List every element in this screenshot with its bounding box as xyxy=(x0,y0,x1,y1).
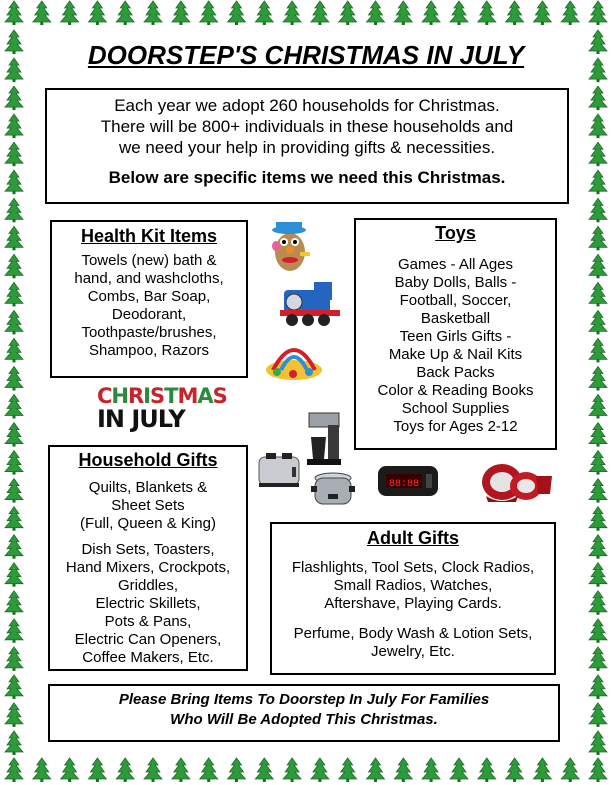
tree-icon xyxy=(589,619,607,643)
tree-icon xyxy=(33,1,51,25)
tree-icon xyxy=(5,423,23,447)
toys-item: Toys for Ages 2-12 xyxy=(393,418,518,435)
intro-box xyxy=(45,88,569,204)
tree-icon xyxy=(5,731,23,755)
intro-line: Each year we adopt 260 households for Christmas. xyxy=(114,96,500,115)
tree-icon xyxy=(589,114,607,138)
tree-icon xyxy=(5,338,23,362)
tree-icon xyxy=(5,451,23,475)
tree-icon xyxy=(589,507,607,531)
tree-icon xyxy=(589,226,607,250)
health-kit-item: Shampoo, Razors xyxy=(88,342,210,359)
household-item: Pots & Pans, xyxy=(104,613,192,630)
household-item: Electric Can Openers, xyxy=(74,631,222,648)
tree-icon xyxy=(5,395,23,419)
tree-icon xyxy=(116,1,134,25)
tree-icon xyxy=(478,1,496,25)
tree-icon xyxy=(200,1,218,25)
tree-icon xyxy=(5,114,23,138)
tree-icon xyxy=(5,282,23,306)
toys-item: Back Packs xyxy=(416,364,495,381)
toys-box xyxy=(354,218,557,450)
toys-item: Games - All Ages xyxy=(397,256,514,273)
tree-icon xyxy=(589,1,607,25)
tree-icon xyxy=(5,310,23,334)
tree-icon xyxy=(422,1,440,25)
tree-icon xyxy=(589,282,607,306)
tree-icon xyxy=(589,703,607,727)
tree-icon xyxy=(478,758,496,782)
household-item: Hand Mixers, Crockpots, xyxy=(65,559,231,576)
toys-item: Football, Soccer, xyxy=(399,292,512,309)
tree-icon xyxy=(255,758,273,782)
adult-item: Perfume, Body Wash & Lotion Sets, xyxy=(293,625,533,642)
tree-icon xyxy=(311,758,329,782)
toys-item: School Supplies xyxy=(401,400,510,417)
health-kit-heading: Health Kit Items xyxy=(80,226,218,246)
logo-letter: A xyxy=(197,384,213,408)
household-item: Dish Sets, Toasters, xyxy=(81,541,215,558)
logo-letter: M xyxy=(177,384,198,408)
tree-icon xyxy=(589,198,607,222)
tree-icon xyxy=(88,1,106,25)
tree-icon xyxy=(533,1,551,25)
tree-icon xyxy=(5,198,23,222)
tree-icon xyxy=(589,86,607,110)
tree-icon xyxy=(5,170,23,194)
tree-icon xyxy=(339,1,357,25)
toaster-image xyxy=(256,449,302,491)
clock-radio-image xyxy=(376,462,440,500)
tree-icon xyxy=(228,1,246,25)
health-kit-item: hand, and washcloths, xyxy=(74,270,224,287)
tree-icon xyxy=(589,758,607,782)
intro-line: There will be 800+ individuals in these households and xyxy=(100,117,514,136)
tree-icon xyxy=(561,758,579,782)
tree-icon xyxy=(506,758,524,782)
tree-icon xyxy=(5,703,23,727)
household-item: Sheet Sets xyxy=(111,497,185,514)
tree-icon xyxy=(394,758,412,782)
tree-icon xyxy=(339,758,357,782)
tree-icon xyxy=(450,1,468,25)
toys-item: Teen Girls Gifts - xyxy=(399,328,512,345)
tree-icon xyxy=(506,1,524,25)
tree-icon xyxy=(589,731,607,755)
health-kit-box xyxy=(50,220,248,378)
svg-text:88:88: 88:88 xyxy=(388,479,420,490)
tree-icon xyxy=(228,758,246,782)
tree-icon xyxy=(5,226,23,250)
closing-line: Please Bring Items To Doorstep In July For Families xyxy=(118,691,490,708)
logo-line-in-july: IN JULY xyxy=(97,405,185,433)
tree-icon xyxy=(5,647,23,671)
intro-line: we need your help in providing gifts & necessities. xyxy=(118,138,496,157)
logo-letter: I xyxy=(143,384,150,408)
crockpot-image xyxy=(308,468,358,512)
adult-item: Flashlights, Tool Sets, Clock Radios, xyxy=(291,559,535,576)
tree-icon xyxy=(5,142,23,166)
tree-icon xyxy=(589,58,607,82)
household-item: Electric Skillets, xyxy=(95,595,201,612)
adult-heading: Adult Gifts xyxy=(367,528,459,548)
adult-item: Jewelry, Etc. xyxy=(371,643,455,660)
tree-icon xyxy=(589,170,607,194)
tree-icon xyxy=(589,338,607,362)
adult-gifts-box xyxy=(270,522,556,675)
tree-icon xyxy=(589,563,607,587)
tree-icon xyxy=(172,758,190,782)
tree-icon xyxy=(283,1,301,25)
potato-head-toy-image xyxy=(262,218,320,273)
tree-icon xyxy=(589,675,607,699)
adult-item: Small Radios, Watches, xyxy=(333,577,493,594)
tree-icon xyxy=(61,758,79,782)
household-item: (Full, Queen & King) xyxy=(80,515,216,532)
tree-icon xyxy=(172,1,190,25)
page-title: DOORSTEP'S CHRISTMAS IN JULY xyxy=(87,40,525,70)
closing-line: Who Will Be Adopted This Christmas. xyxy=(170,711,438,728)
household-gifts-box xyxy=(48,445,248,671)
tree-icon xyxy=(422,758,440,782)
tree-icon xyxy=(589,591,607,615)
tree-icon xyxy=(367,758,385,782)
tree-icon xyxy=(5,1,23,25)
tree-icon xyxy=(450,758,468,782)
logo-line-christmas xyxy=(97,384,227,408)
household-item: Quilts, Blankets & xyxy=(88,479,208,496)
tree-icon xyxy=(5,367,23,391)
tree-icon xyxy=(5,563,23,587)
tree-icon xyxy=(589,535,607,559)
tree-icon xyxy=(589,310,607,334)
health-kit-item: Combs, Bar Soap, xyxy=(87,288,211,305)
toys-item: Baby Dolls, Balls - xyxy=(394,274,517,291)
tree-icon xyxy=(5,675,23,699)
tree-icon xyxy=(589,395,607,419)
tree-icon xyxy=(589,142,607,166)
toys-item: Make Up & Nail Kits xyxy=(388,346,523,363)
tree-icon xyxy=(394,1,412,25)
logo-letter: C xyxy=(97,384,112,408)
tree-icon xyxy=(5,535,23,559)
tree-icon xyxy=(144,758,162,782)
tree-icon xyxy=(589,367,607,391)
tree-icon xyxy=(5,86,23,110)
logo-letter: H xyxy=(111,384,128,408)
tree-icon xyxy=(589,647,607,671)
toy-train-image xyxy=(278,280,344,328)
tree-icon xyxy=(589,479,607,503)
tree-icon xyxy=(589,30,607,54)
logo-letter: T xyxy=(164,384,178,408)
intro-emphasis: Below are specific items we need this Christmas. xyxy=(108,168,506,187)
tree-icon xyxy=(61,1,79,25)
coffee-maker-image xyxy=(304,411,344,467)
dish-set-image xyxy=(478,456,556,506)
tree-icon xyxy=(144,1,162,25)
logo-letter: S xyxy=(150,384,165,408)
tree-icon xyxy=(589,254,607,278)
tree-icon xyxy=(200,758,218,782)
health-kit-item: Towels (new) bath & xyxy=(81,252,217,269)
tree-icon xyxy=(311,1,329,25)
household-item: Coffee Makers, Etc. xyxy=(82,649,214,666)
tree-icon xyxy=(5,619,23,643)
tree-icon xyxy=(5,58,23,82)
tree-icon xyxy=(5,479,23,503)
health-kit-item: Deodorant, xyxy=(111,306,187,323)
tree-icon xyxy=(283,758,301,782)
logo-letter: S xyxy=(212,384,227,408)
activity-toy-image xyxy=(263,336,325,382)
tree-icon xyxy=(5,591,23,615)
toys-item: Basketball xyxy=(420,310,491,327)
tree-icon xyxy=(589,423,607,447)
health-kit-item: Toothpaste/brushes, xyxy=(81,324,217,341)
tree-icon xyxy=(88,758,106,782)
toys-item: Color & Reading Books xyxy=(377,382,534,399)
tree-icon xyxy=(116,758,134,782)
tree-icon xyxy=(255,1,273,25)
toys-heading: Toys xyxy=(435,223,476,243)
adult-item: Aftershave, Playing Cards. xyxy=(324,595,502,612)
christmas-in-july-logo xyxy=(97,384,227,433)
tree-icon xyxy=(5,254,23,278)
tree-icon xyxy=(561,1,579,25)
logo-letter: R xyxy=(128,384,144,408)
tree-icon xyxy=(5,507,23,531)
closing-box xyxy=(48,684,560,742)
tree-icon xyxy=(367,1,385,25)
tree-icon xyxy=(533,758,551,782)
tree-icon xyxy=(5,758,23,782)
tree-icon xyxy=(5,30,23,54)
household-heading: Household Gifts xyxy=(78,450,218,470)
tree-icon xyxy=(589,451,607,475)
household-item: Griddles, xyxy=(117,577,179,594)
tree-icon xyxy=(33,758,51,782)
